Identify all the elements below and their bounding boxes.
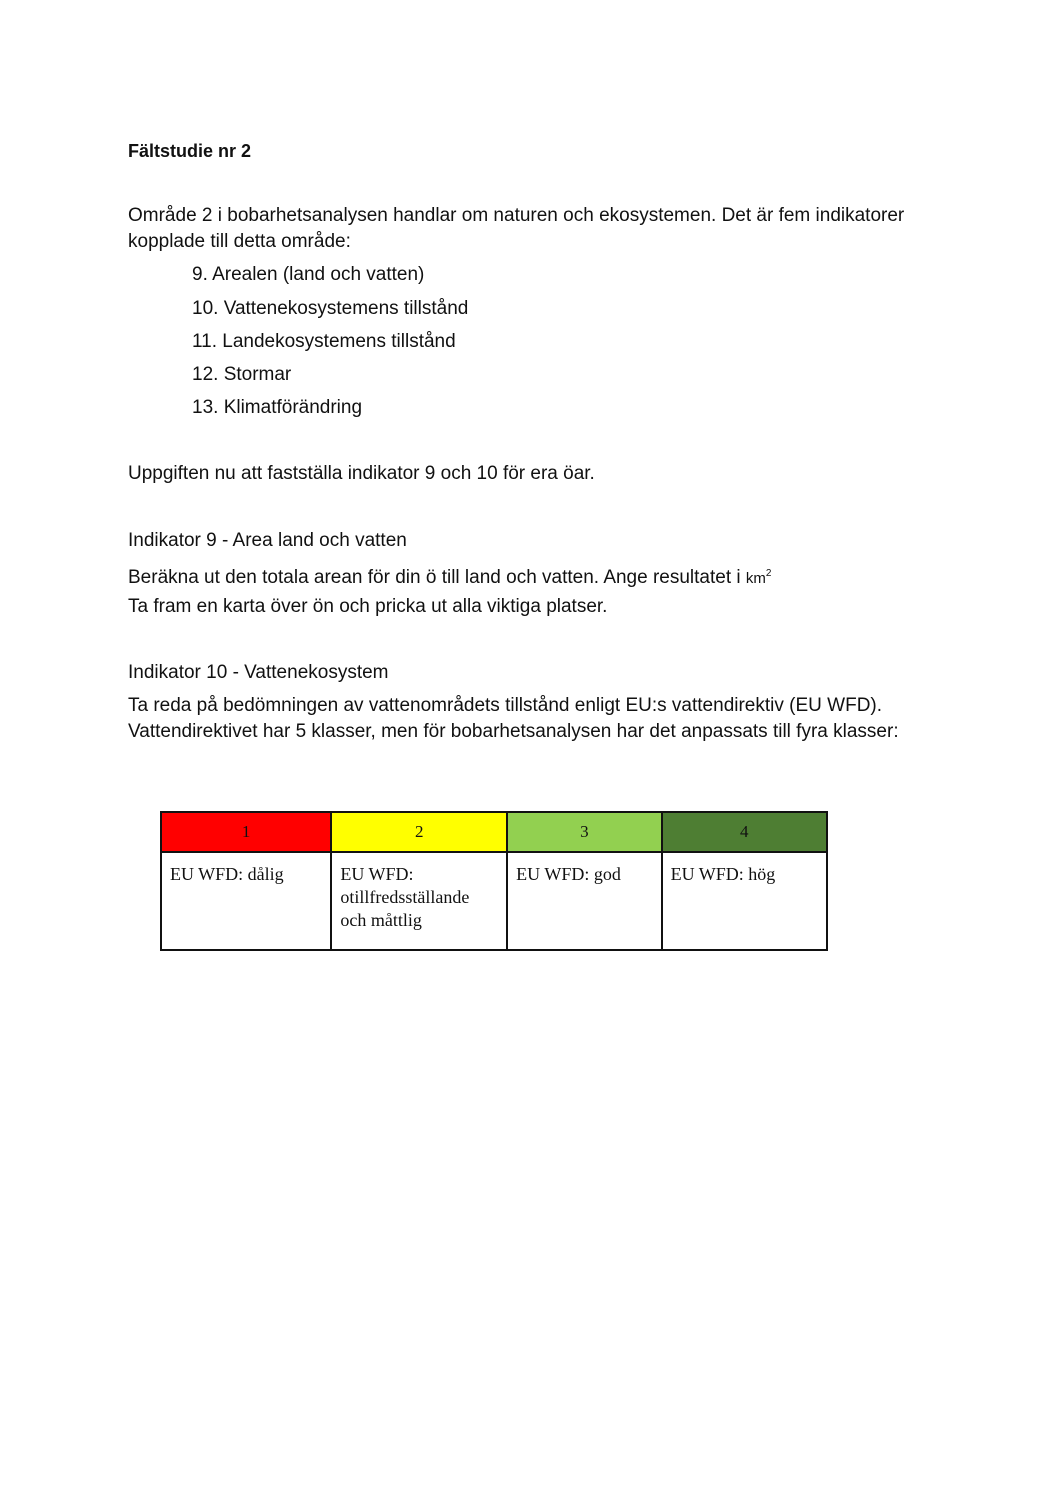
indicator10-text-1: Ta reda på bedömningen av vattenområdets tillstånd enligt EU:s vattendirektiv (EU WFD).	[128, 695, 883, 716]
class-3-header: 3	[507, 812, 661, 852]
area-unit-base: km	[745, 570, 766, 587]
indicator10-text-2: Vattendirektivet har 5 klasser, men för bobarhetsanalysen har det anpassats till fyra klasser:	[128, 721, 899, 742]
indicator-list-item: 11. Landekosystemens tillstånd	[192, 331, 456, 352]
class-4-line-1: EU WFD: hög	[670, 864, 776, 884]
class-2-header: 2	[331, 812, 507, 852]
class-2-line-3: och måttlig	[340, 910, 422, 930]
class-2-description	[331, 852, 507, 950]
indicator9-text-1	[128, 561, 771, 592]
class-1-description	[161, 852, 331, 950]
class-4-description	[662, 852, 827, 950]
class-2-line-2: otillfredsställande	[340, 887, 470, 907]
class-1-header: 1	[161, 812, 331, 852]
class-header-row	[161, 812, 827, 852]
page-title: Fältstudie nr 2	[128, 141, 252, 161]
class-4-header: 4	[662, 812, 827, 852]
area-unit	[746, 570, 772, 587]
class-description-row	[161, 852, 827, 950]
indicator9-text-1-body: Beräkna ut den totala arean för din ö till land och vatten. Ange resultatet i	[128, 567, 741, 588]
intro-line-2: kopplade till detta område:	[128, 231, 351, 252]
indicator-list-item: 10. Vattenekosystemens tillstånd	[192, 298, 469, 319]
area-unit-exponent: 2	[765, 568, 772, 579]
task-text: Uppgiften nu att fastställa indikator 9 och 10 för era öar.	[128, 463, 595, 484]
indicator-list-item: 9. Arealen (land och vatten)	[192, 264, 425, 285]
intro-line-1: Område 2 i bobarhetsanalysen handlar om naturen och ekosystemen. Det är fem indikatorer	[128, 205, 905, 226]
class-2-line-1: EU WFD:	[340, 864, 414, 884]
indicator9-text-2: Ta fram en karta över ön och pricka ut alla viktiga platser.	[128, 596, 608, 617]
indicator-list-item: 12. Stormar	[192, 364, 292, 385]
indicator-list-item: 13. Klimatförändring	[192, 397, 363, 418]
indicator10-heading: Indikator 10 - Vattenekosystem	[128, 662, 389, 683]
class-3-line-1: EU WFD: god	[516, 864, 621, 884]
water-class-table	[160, 811, 828, 951]
class-3-description	[507, 852, 661, 950]
class-1-line-1: EU WFD: dålig	[170, 864, 284, 884]
indicator9-heading: Indikator 9 - Area land och vatten	[128, 530, 407, 551]
